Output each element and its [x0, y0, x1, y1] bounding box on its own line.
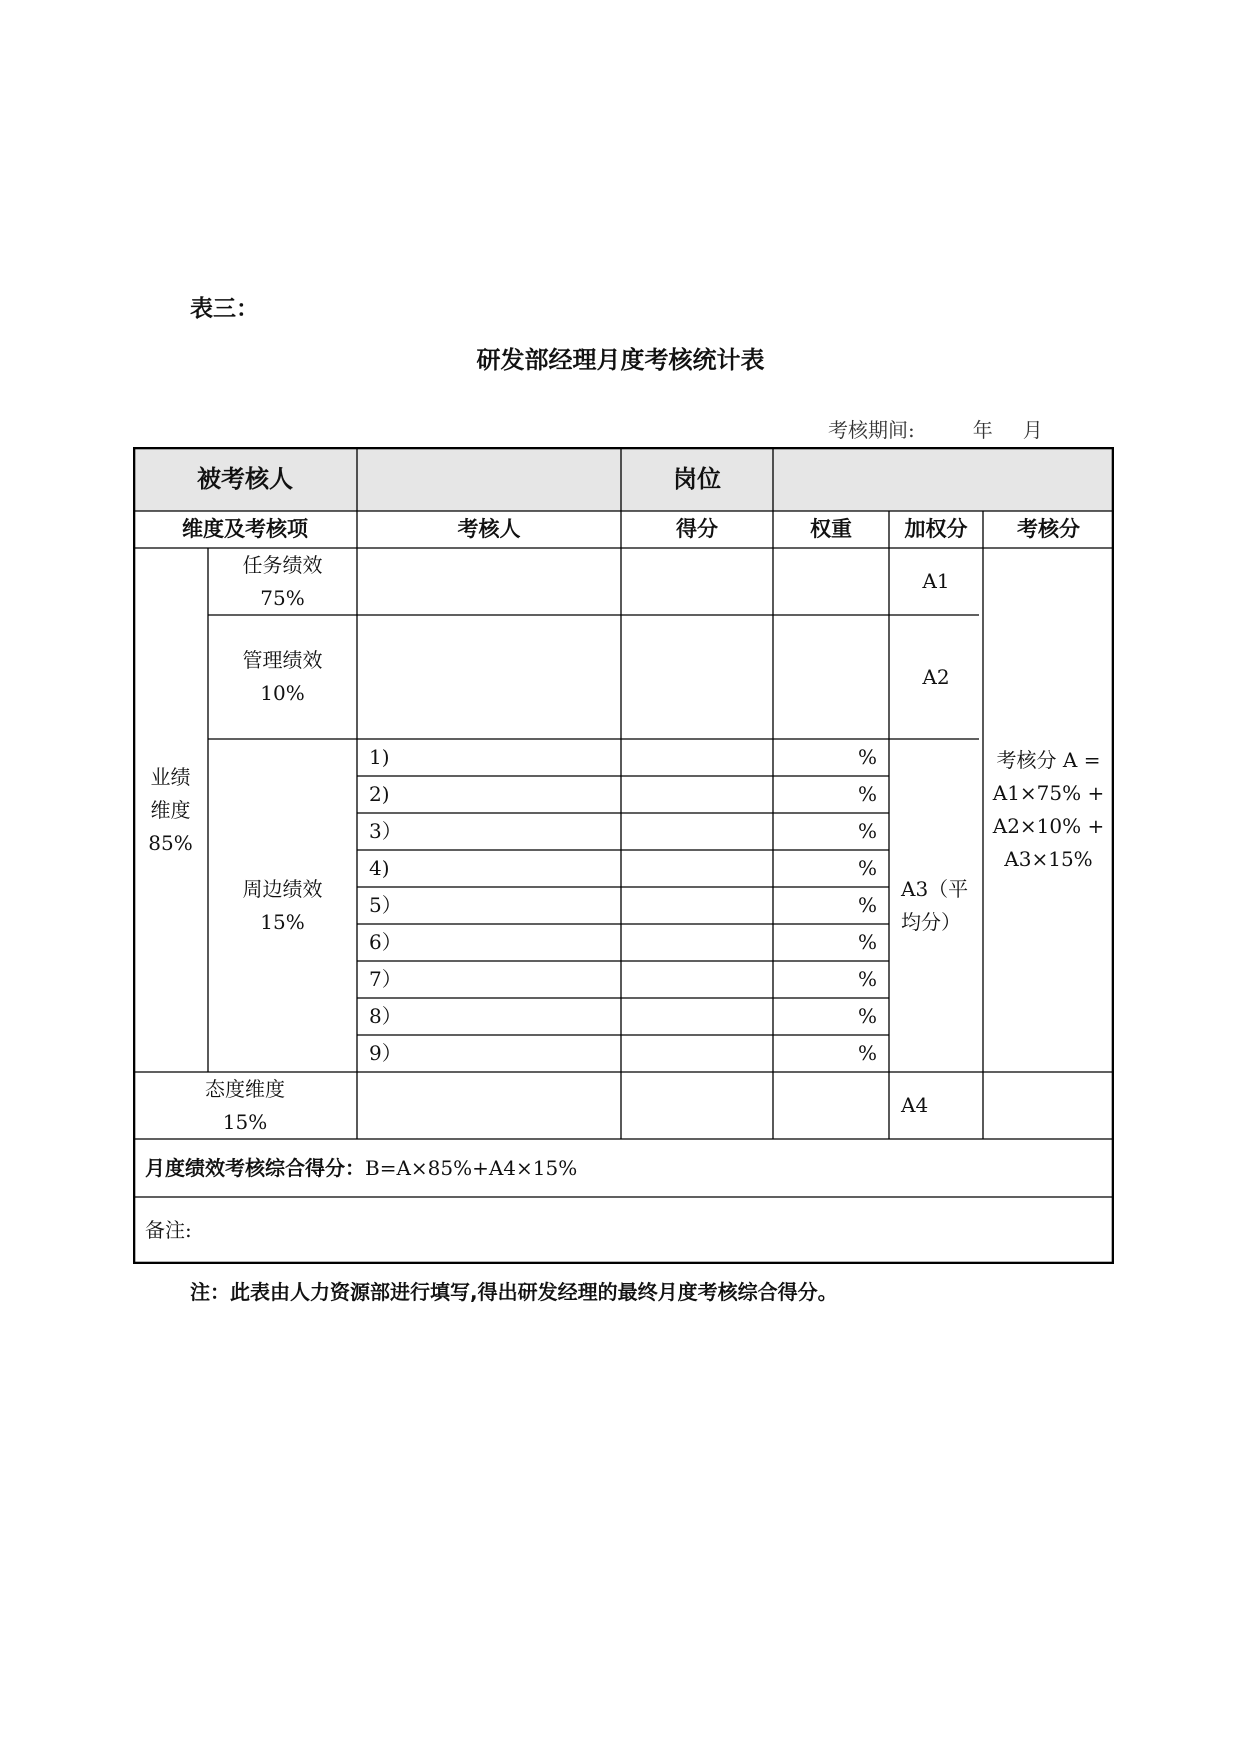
peripheral-row-index: 4)	[369, 856, 390, 880]
remarks-label: 备注:	[145, 1218, 192, 1242]
monthly-score-label: 月度绩效考核综合得分：	[145, 1155, 365, 1180]
column-header-weight: 权重	[810, 517, 852, 541]
document-title: 研发部经理月度考核统计表	[476, 346, 765, 374]
period-year: 年	[972, 418, 993, 442]
peripheral-row-weight: %	[857, 967, 877, 991]
peripheral-row-index: 5）	[369, 893, 402, 917]
peripheral-row-index: 3）	[369, 819, 402, 843]
peripheral-performance: 周边绩效 15%	[242, 876, 323, 934]
peripheral-row-weight: %	[857, 745, 877, 769]
peripheral-row-index: 2)	[369, 782, 390, 806]
assessment-period	[828, 414, 1043, 443]
column-header-score: 得分	[676, 517, 718, 541]
task-performance: 任务绩效 75%	[242, 552, 323, 610]
peripheral-row-weight: %	[857, 782, 877, 806]
weighted-a1: A1	[922, 569, 950, 593]
peripheral-row-index: 9）	[369, 1041, 402, 1065]
peripheral-row-index: 1)	[369, 745, 390, 769]
weighted-a3: A3（平 均分）	[901, 876, 969, 934]
monthly-score-formula: B=A×85%+A4×15%	[365, 1155, 578, 1180]
column-header-weighted-score: 加权分	[904, 517, 968, 541]
peripheral-row-weight: %	[857, 856, 877, 880]
peripheral-row-weight: %	[857, 1041, 877, 1065]
column-header-assessor: 考核人	[457, 517, 521, 541]
peripheral-row-weight: %	[857, 1004, 877, 1028]
assessee-label: 被考核人	[197, 464, 293, 493]
peripheral-row-weight: %	[857, 893, 877, 917]
peripheral-row-index: 7）	[369, 967, 402, 991]
attitude-dimension: 态度维度 15%	[205, 1076, 285, 1134]
management-performance: 管理绩效 10%	[242, 648, 323, 705]
period-label: 考核期间:	[828, 418, 915, 442]
score-formula: 考核分 A = A1×75% + A2×10% + A3×15%	[992, 748, 1105, 871]
period-month: 月	[1022, 418, 1043, 442]
monthly-score-row	[133, 1139, 1114, 1197]
weighted-a2: A2	[922, 664, 950, 689]
weighted-a4: A4	[901, 1093, 929, 1117]
position-label: 岗位	[673, 464, 721, 493]
position-value	[773, 447, 1114, 511]
peripheral-row-weight: %	[857, 930, 877, 954]
peripheral-row-weight: %	[857, 819, 877, 843]
column-header-assessment-score: 考核分	[1017, 517, 1080, 541]
table-label: 表三：	[190, 296, 259, 322]
peripheral-row-index: 8）	[369, 1004, 402, 1028]
performance-dimension: 业绩 维度 85%	[148, 764, 193, 855]
assessee-value	[357, 447, 621, 511]
assessment-table	[133, 447, 1114, 1264]
column-header-dimension: 维度及考核项	[182, 517, 308, 541]
peripheral-row-index: 6）	[369, 930, 402, 954]
footnote: 注：此表由人力资源部进行填写,得出研发经理的最终月度考核综合得分。	[190, 1280, 838, 1304]
